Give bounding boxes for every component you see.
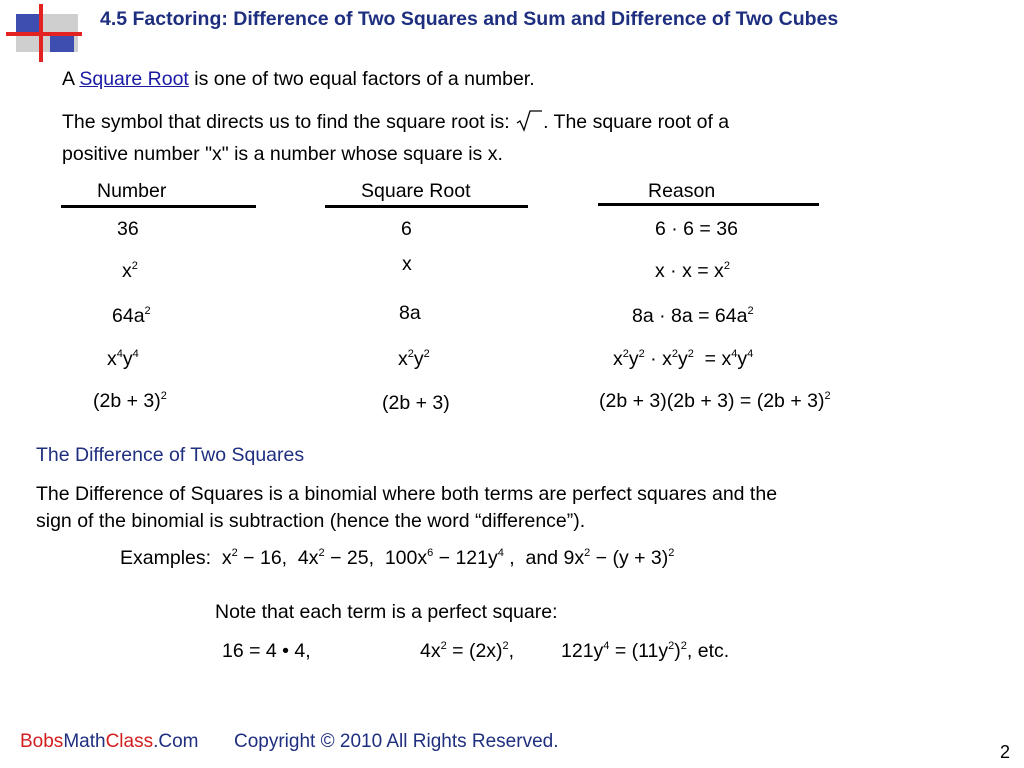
section-paragraph-line-2: sign of the binomial is subtraction (hence the word “difference”). — [36, 510, 586, 532]
intro-line-1 — [62, 68, 535, 91]
symbol-suffix: . The square root of a — [543, 111, 730, 133]
row5-root: (2b + 3) — [382, 392, 450, 414]
examples-and: and — [525, 547, 559, 569]
page-number: 2 — [1000, 742, 1011, 762]
header-reason: Reason — [648, 180, 716, 202]
slide-logo — [6, 4, 82, 62]
footer-copyright: Copyright © 2010 All Rights Reserved. — [234, 731, 559, 752]
header-number: Number — [97, 180, 167, 202]
intro-line-2 — [62, 110, 729, 134]
row2-root: x — [402, 253, 412, 275]
intro-prefix: A — [62, 68, 80, 90]
symbol-text: The symbol that directs us to find the square root is: — [62, 111, 510, 133]
section-paragraph-line-1: The Difference of Squares is a binomial where both terms are perfect squares and the — [36, 483, 778, 505]
examples-label: Examples: — [120, 547, 212, 569]
note-example-1: 16 = 4 • 4, — [222, 640, 311, 662]
note-example-3: $121y^4 = (11y^2)^2$, etc. — [561, 640, 730, 662]
row2-number: $x^2$ — [122, 260, 138, 282]
page-title: 4.5 Factoring: Difference of Two Squares and Sum and Difference of Two Cubes — [100, 8, 839, 30]
header-rule-reason — [598, 203, 819, 206]
section-title: The Difference of Two Squares — [36, 444, 305, 466]
note-text: Note that each term is a perfect square: — [215, 601, 558, 623]
row3-root: 8a — [399, 302, 421, 324]
footer-brand: BobsMathClass.Com — [20, 731, 199, 752]
radical-symbol-icon — [515, 110, 543, 132]
row5-reason: $(2b + 3)(2b + 3) = (2b + 3)^2$ — [599, 390, 831, 412]
row3-number: $64a^2$ — [112, 305, 151, 327]
examples-line: Examples: $x^2 - 16$, $4x^2 - 25$, $100x^6 - 121y^4$ , and $9x^2 - (y + 3)^2$ — [120, 547, 675, 569]
square-root-link[interactable]: Square Root — [79, 68, 189, 90]
row1-root: 6 — [401, 218, 412, 240]
row3-reason: $8a \cdot 8a = 64a^2$ — [632, 305, 754, 327]
row4-number: $x^4y^4$ — [107, 348, 139, 370]
header-rule-number — [61, 205, 256, 208]
intro-line-3: positive number "x" is a number whose square is x. — [62, 143, 503, 165]
row2-reason: $x \cdot x = x^2$ — [655, 260, 730, 282]
row1-reason: 6 · 6 = 36 — [655, 218, 738, 240]
note-example-2: $4x^2 = (2x)^2$, — [420, 640, 515, 662]
intro-suffix: is one of two equal factors of a number. — [188, 68, 535, 90]
header-square-root: Square Root — [361, 180, 471, 202]
row4-reason: $x^2y^2 \cdot x^2y^2 = x^4y^4$ — [613, 348, 754, 370]
row5-number: $(2b + 3)^2$ — [93, 390, 167, 412]
row4-root: $x^2y^2$ — [398, 348, 430, 370]
header-rule-root — [325, 205, 528, 208]
row1-number: 36 — [117, 218, 139, 240]
